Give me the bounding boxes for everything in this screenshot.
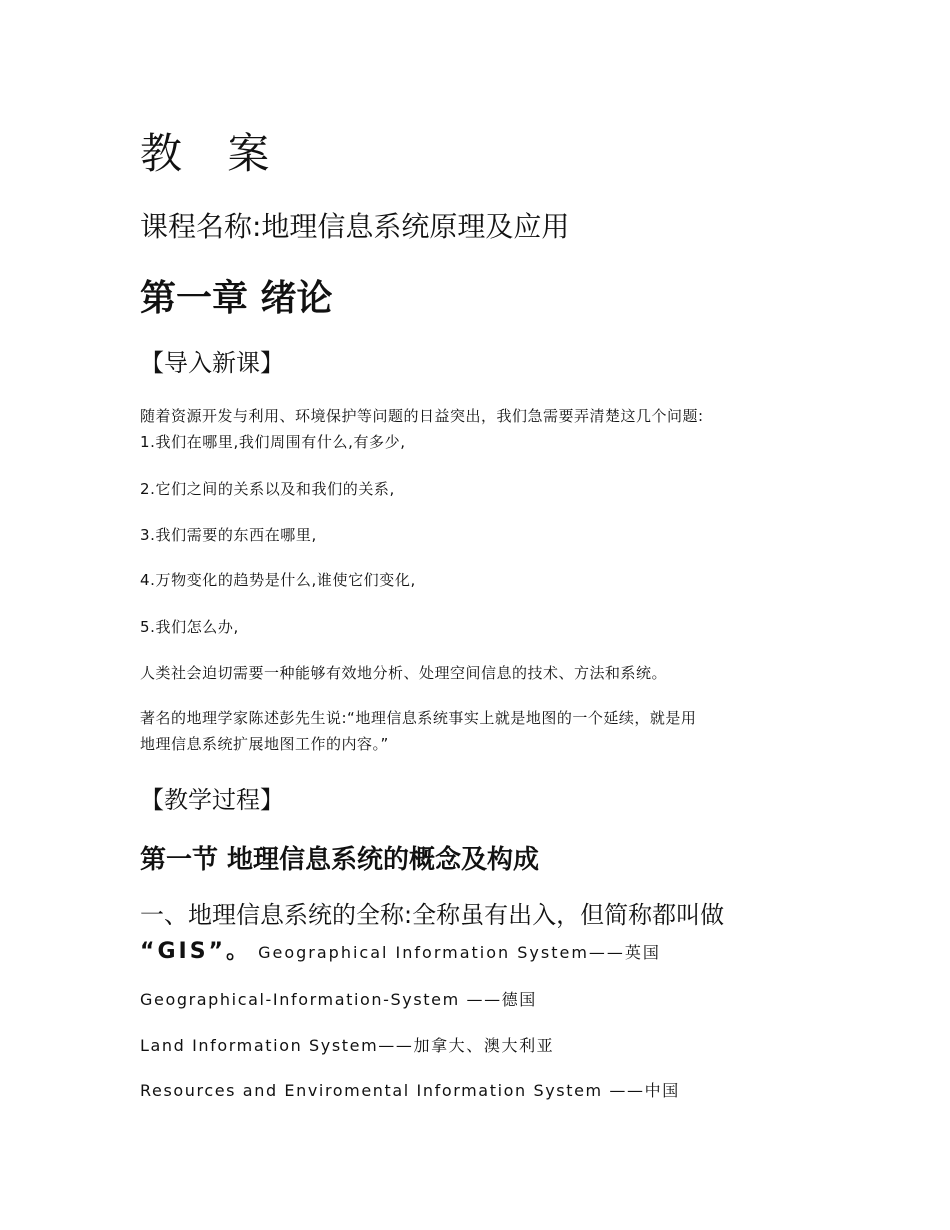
gis-label: “GIS”。 <box>140 939 252 964</box>
process-heading: 【教学过程】 <box>140 786 284 814</box>
gis-name-1: Geographical Information System——英国 <box>258 943 661 962</box>
course-name: 课程名称:地理信息系统原理及应用 <box>140 210 570 243</box>
intro-heading: 【导入新课】 <box>140 349 284 377</box>
question-item-3: 3.我们需要的东西在哪里, <box>140 526 317 544</box>
gis-name-3: Land Information System——加拿大、澳大利亚 <box>140 1036 555 1055</box>
gis-subheading: 一、地理信息系统的全称:全称虽有出入，但简称都叫做 <box>140 901 725 929</box>
quote-line-1: 著名的地理学家陈述彭先生说:“地理信息系统事实上就是地图的一个延续，就是用 <box>140 709 697 727</box>
quote-paragraph <box>140 705 696 757</box>
question-item-1: 1.我们在哪里,我们周围有什么,有多少, <box>140 433 406 451</box>
question-item-2: 2.它们之间的关系以及和我们的关系, <box>140 480 395 498</box>
document-title: 教 案 <box>140 129 286 178</box>
question-item-4: 4.万物变化的趋势是什么,谁使它们变化, <box>140 571 416 589</box>
intro-paragraph: 随着资源开发与利用、环境保护等问题的日益突出，我们急需要弄清楚这几个问题: <box>140 407 704 425</box>
quote-line-2: 地理信息系统扩展地图工作的内容。” <box>140 735 389 753</box>
section-title: 第一节 地理信息系统的概念及构成 <box>140 845 540 875</box>
gis-name-2: Geographical-Information-System ——德国 <box>140 990 537 1009</box>
gis-name-4: Resources and Enviromental Information System ——中国 <box>140 1081 680 1100</box>
question-item-5: 5.我们怎么办, <box>140 618 239 636</box>
gis-name-line <box>140 936 661 969</box>
need-paragraph: 人类社会迫切需要一种能够有效地分析、处理空间信息的技术、方法和系统。 <box>140 664 668 682</box>
chapter-title: 第一章 绪论 <box>140 278 333 319</box>
